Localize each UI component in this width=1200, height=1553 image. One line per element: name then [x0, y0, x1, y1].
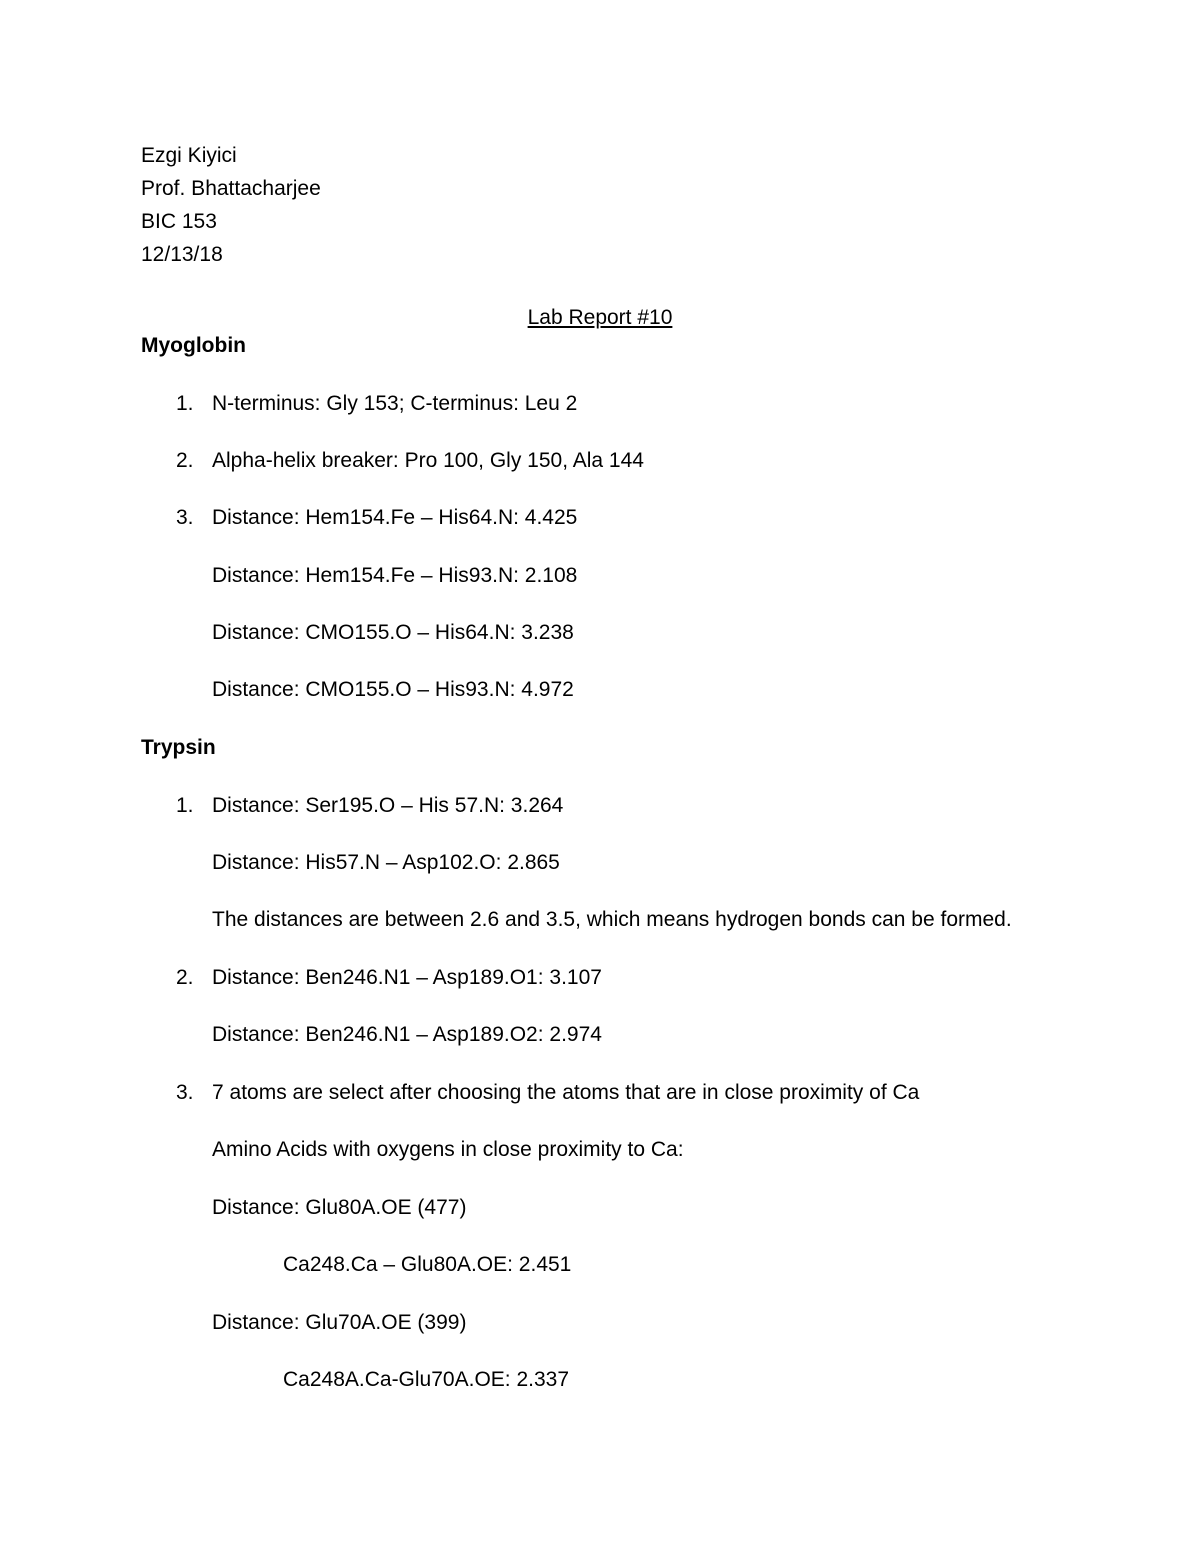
list-item-line: Distance: Ben246.N1 – Asp189.O2: 2.974: [212, 1023, 602, 1046]
list-item: 7 atoms are select after choosing the atoms that are in close proximity of Ca: [212, 1081, 920, 1104]
list-number: 2.: [176, 966, 194, 989]
list-item: Distance: Ben246.N1 – Asp189.O1: 3.107: [212, 966, 602, 989]
list-item: N-terminus: Gly 153; C-terminus: Leu 2: [212, 392, 578, 415]
list-number: 1.: [176, 392, 194, 415]
section-heading-myoglobin: Myoglobin: [141, 334, 246, 357]
list-item-line: Distance: Glu80A.OE (477): [212, 1196, 467, 1219]
list-item: Distance: Ser195.O – His 57.N: 3.264: [212, 794, 564, 817]
list-number: 2.: [176, 449, 194, 472]
list-item-subline: Ca248A.Ca-Glu70A.OE: 2.337: [283, 1368, 570, 1391]
list-item-line: Distance: CMO155.O – His64.N: 3.238: [212, 621, 574, 644]
section-heading-trypsin: Trypsin: [141, 736, 216, 759]
report-date: 12/13/18: [141, 243, 223, 266]
course-code: BIC 153: [141, 210, 217, 233]
list-item-line: Distance: Hem154.Fe – His93.N: 2.108: [212, 564, 578, 587]
list-number: 3.: [176, 506, 194, 529]
list-number: 1.: [176, 794, 194, 817]
list-item-line: Distance: His57.N – Asp102.O: 2.865: [212, 851, 560, 874]
list-item-line: The distances are between 2.6 and 3.5, which means hydrogen bonds can be formed.: [212, 908, 1012, 931]
list-item-subline: Ca248.Ca – Glu80A.OE: 2.451: [283, 1253, 572, 1276]
author-name: Ezgi Kiyici: [141, 144, 237, 167]
list-item-line: Distance: CMO155.O – His93.N: 4.972: [212, 678, 574, 701]
list-item: Alpha-helix breaker: Pro 100, Gly 150, Ala 144: [212, 449, 644, 472]
report-title: Lab Report #10: [527, 306, 673, 329]
list-item-line: Distance: Glu70A.OE (399): [212, 1311, 467, 1334]
list-item-line: Amino Acids with oxygens in close proximity to Ca:: [212, 1138, 684, 1161]
list-item: Distance: Hem154.Fe – His64.N: 4.425: [212, 506, 578, 529]
list-number: 3.: [176, 1081, 194, 1104]
professor-name: Prof. Bhattacharjee: [141, 177, 321, 200]
